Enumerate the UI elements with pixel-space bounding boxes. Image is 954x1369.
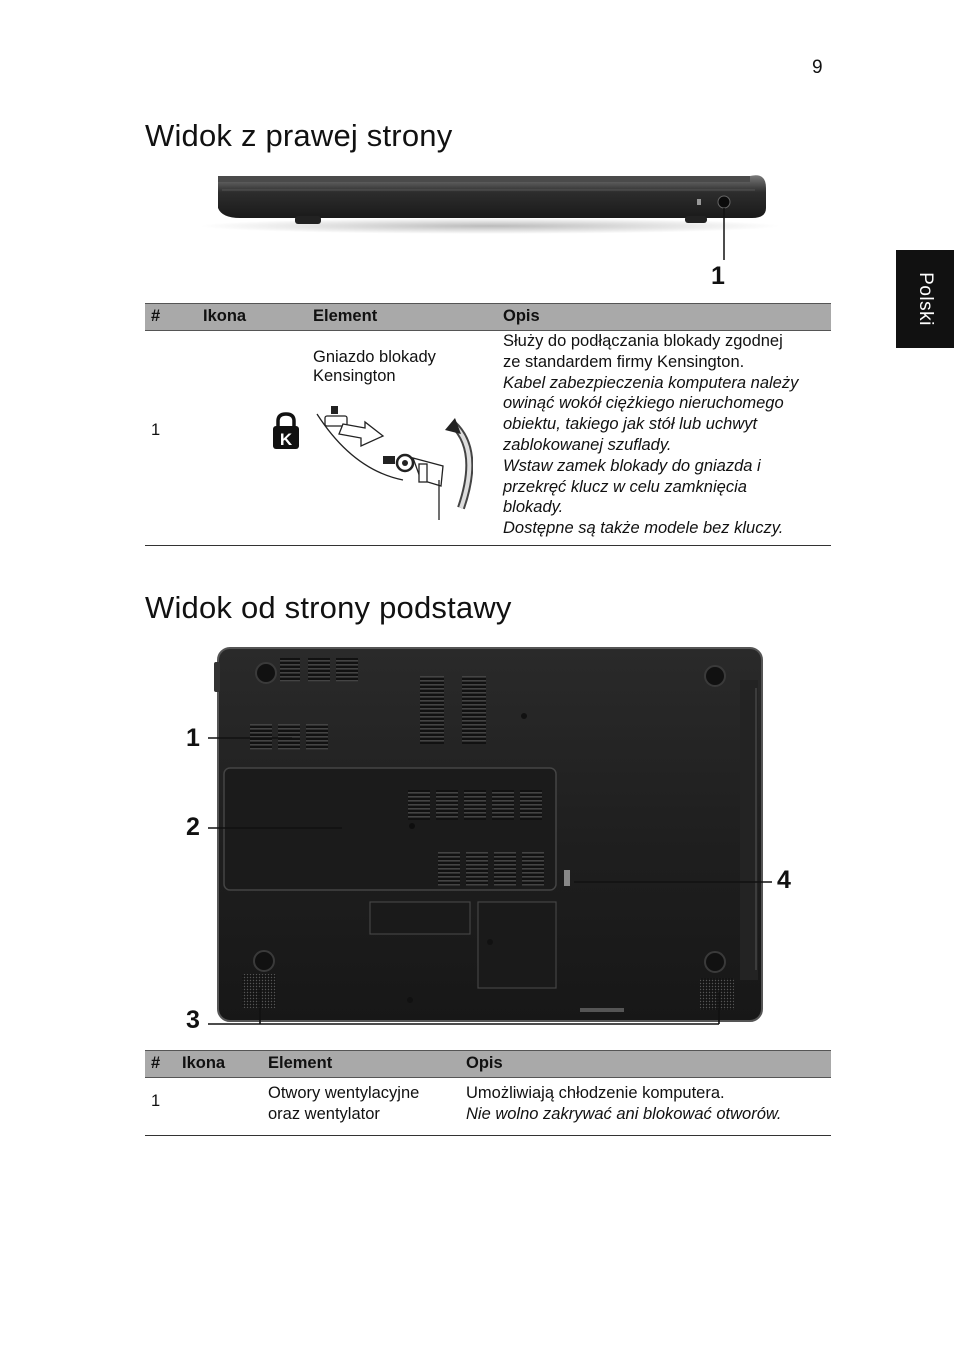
note-line: owinąć wokół ciężkiego nieruchomego bbox=[503, 394, 784, 413]
row-number: 1 bbox=[145, 1078, 176, 1136]
row-element-cell bbox=[307, 331, 497, 546]
header-icon: Ikona bbox=[176, 1051, 262, 1078]
table-header-row bbox=[145, 1051, 831, 1078]
language-tab bbox=[896, 250, 954, 348]
element-name-line-1: Otwory wentylacyjne bbox=[268, 1084, 420, 1102]
row-description-cell bbox=[460, 1078, 831, 1136]
svg-text:K: K bbox=[279, 429, 293, 449]
section-title-bottom-view: Widok od strony podstawy bbox=[145, 590, 512, 625]
right-view-callout-1: 1 bbox=[711, 262, 725, 290]
kensington-lock-icon bbox=[271, 411, 301, 451]
header-number: # bbox=[145, 304, 197, 331]
section-title-right-view: Widok z prawej strony bbox=[145, 118, 453, 153]
bottom-view-callout-3: 3 bbox=[186, 1006, 200, 1034]
note-line: Wstaw zamek blokady do gniazda i bbox=[503, 456, 761, 475]
note-line: przekręć klucz w celu zamknięcia bbox=[503, 477, 747, 496]
bottom-view-spec-table bbox=[145, 1050, 831, 1136]
note-line: blokady. bbox=[503, 498, 564, 517]
right-view-spec-table bbox=[145, 303, 831, 546]
row-icon-cell bbox=[176, 1078, 262, 1136]
laptop-right-side-image bbox=[200, 168, 800, 268]
bottom-view-callout-1: 1 bbox=[186, 724, 200, 752]
note-line: obiektu, takiego jak stół lub uchwyt bbox=[503, 415, 758, 434]
note-line: zablokowanej szuflady. bbox=[503, 435, 672, 454]
page-number: 9 bbox=[812, 57, 823, 78]
table-row bbox=[145, 331, 831, 546]
header-description: Opis bbox=[497, 304, 831, 331]
row-number: 1 bbox=[145, 331, 197, 546]
note-line: Kabel zabezpieczenia komputera należy bbox=[503, 373, 799, 392]
note-line: Nie wolno zakrywać ani blokować otworów. bbox=[466, 1104, 782, 1123]
header-description: Opis bbox=[460, 1051, 831, 1078]
kensington-lock-illustration bbox=[313, 400, 473, 522]
table-row bbox=[145, 1078, 831, 1136]
bottom-view-callout-2: 2 bbox=[186, 813, 200, 841]
row-description-cell bbox=[497, 331, 831, 546]
bottom-view-callout-4: 4 bbox=[777, 866, 791, 894]
row-icon-cell bbox=[197, 331, 307, 546]
description-line: Umożliwiają chłodzenie komputera. bbox=[466, 1084, 725, 1102]
note-line: Dostępne są także modele bez kluczy. bbox=[503, 519, 784, 538]
header-element: Element bbox=[262, 1051, 460, 1078]
description-line: Służy do podłączania blokady zgodnej bbox=[503, 332, 783, 350]
description-line: ze standardem firmy Kensington. bbox=[503, 352, 745, 371]
header-number: # bbox=[145, 1051, 176, 1078]
element-name-line-2: Kensington bbox=[313, 367, 396, 385]
row-element-cell bbox=[262, 1078, 460, 1136]
laptop-bottom-image bbox=[180, 640, 800, 1035]
language-tab-label: Polski bbox=[915, 272, 936, 326]
element-name-line-2: oraz wentylator bbox=[268, 1104, 380, 1123]
header-icon: Ikona bbox=[197, 304, 307, 331]
header-element: Element bbox=[307, 304, 497, 331]
element-name-line-1: Gniazdo blokady bbox=[313, 348, 436, 366]
table-header-row bbox=[145, 304, 831, 331]
